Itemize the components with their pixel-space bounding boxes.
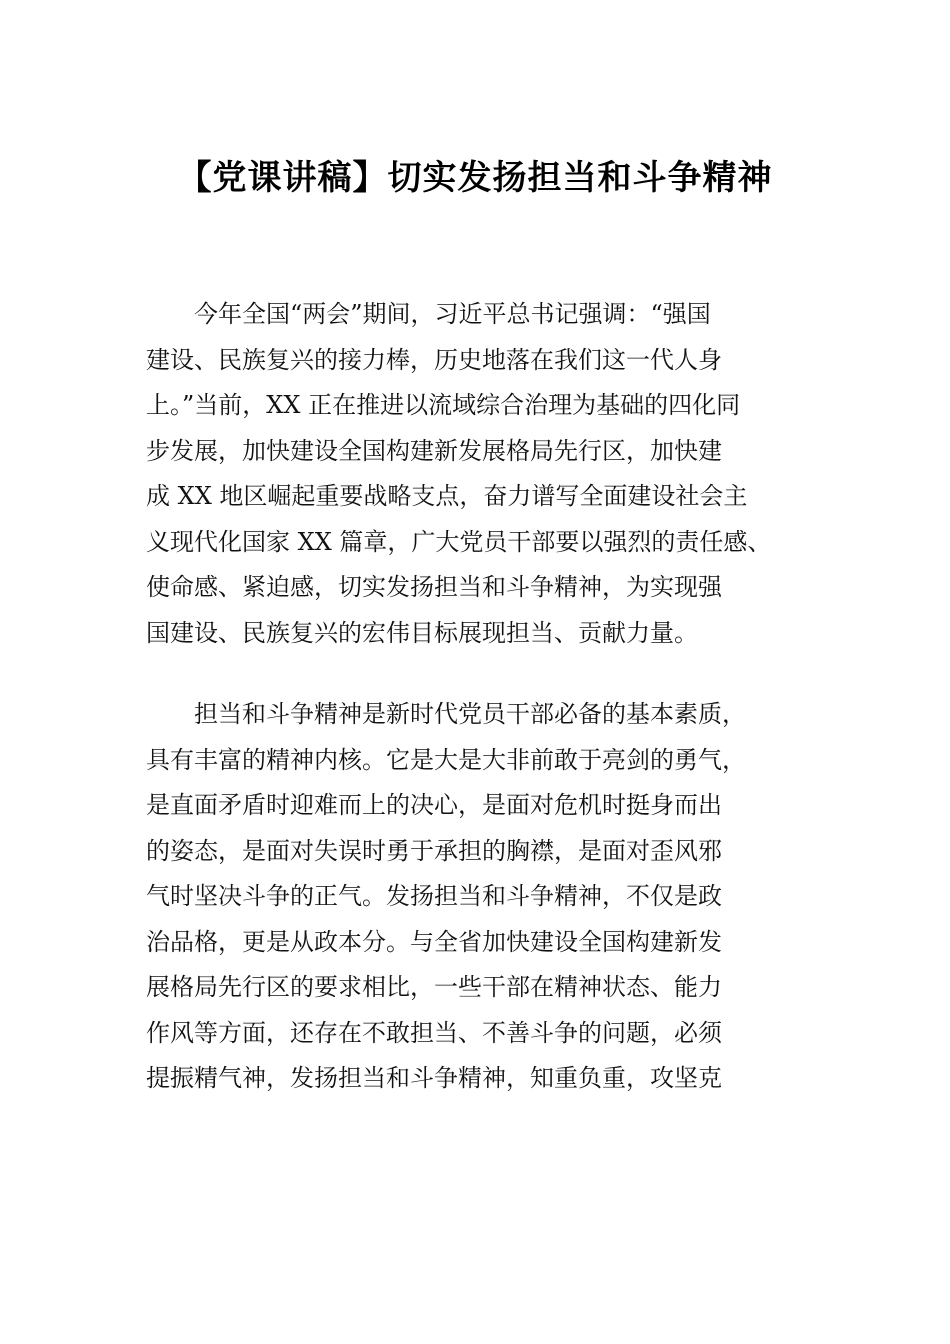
paragraph-line: 具有丰富的精神内核。它是大是大非前敢于亮剑的勇气， [146, 745, 746, 774]
paragraph-line: 建设、民族复兴的接力棒，历史地落在我们这一代人身 [146, 345, 722, 374]
paragraph-line: 上。”当前，XX 正在推进以流域综合治理为基础的四化同 [146, 391, 741, 419]
paragraph-line: 义现代化国家 XX 篇章，广大党员干部要以强烈的责任感、 [146, 527, 772, 556]
paragraph-line: 是直面矛盾时迎难而上的决心，是面对危机时挺身而出 [146, 791, 722, 819]
paragraph-line: 展格局先行区的要求相比，一些干部在精神状态、能力 [146, 973, 722, 1001]
document-title: 【党课讲稿】切实发扬担当和斗争精神 [177, 158, 773, 198]
paragraph-line: 提振精气神，发扬担当和斗争精神，知重负重，攻坚克 [146, 1064, 722, 1092]
paragraph-line: 今年全国“两会”期间，习近平总书记强调：“强国 [146, 300, 711, 328]
paragraph-line: 气时坚决斗争的正气。发扬担当和斗争精神，不仅是政 [146, 882, 722, 910]
paragraph-line: 担当和斗争精神是新时代党员干部必备的基本素质， [146, 700, 746, 728]
paragraph-line: 使命感、紧迫感，切实发扬担当和斗争精神，为实现强 [146, 573, 722, 601]
paragraph-line: 作风等方面，还存在不敢担当、不善斗争的问题，必须 [146, 1018, 722, 1047]
paragraph-1 [146, 292, 806, 656]
paragraph-line: 步发展，加快建设全国构建新发展格局先行区，加快建 [146, 436, 722, 465]
paragraph-2 [146, 692, 806, 1102]
paragraph-line: 成 XX 地区崛起重要战略支点，奋力谱写全面建设社会主 [146, 482, 748, 510]
paragraph-line: 国建设、民族复兴的宏伟目标展现担当、贡献力量。 [146, 618, 698, 647]
paragraph-line: 的姿态，是面对失误时勇于承担的胸襟，是面对歪风邪 [146, 836, 722, 865]
paragraph-line: 治品格，更是从政本分。与全省加快建设全国构建新发 [146, 927, 722, 956]
